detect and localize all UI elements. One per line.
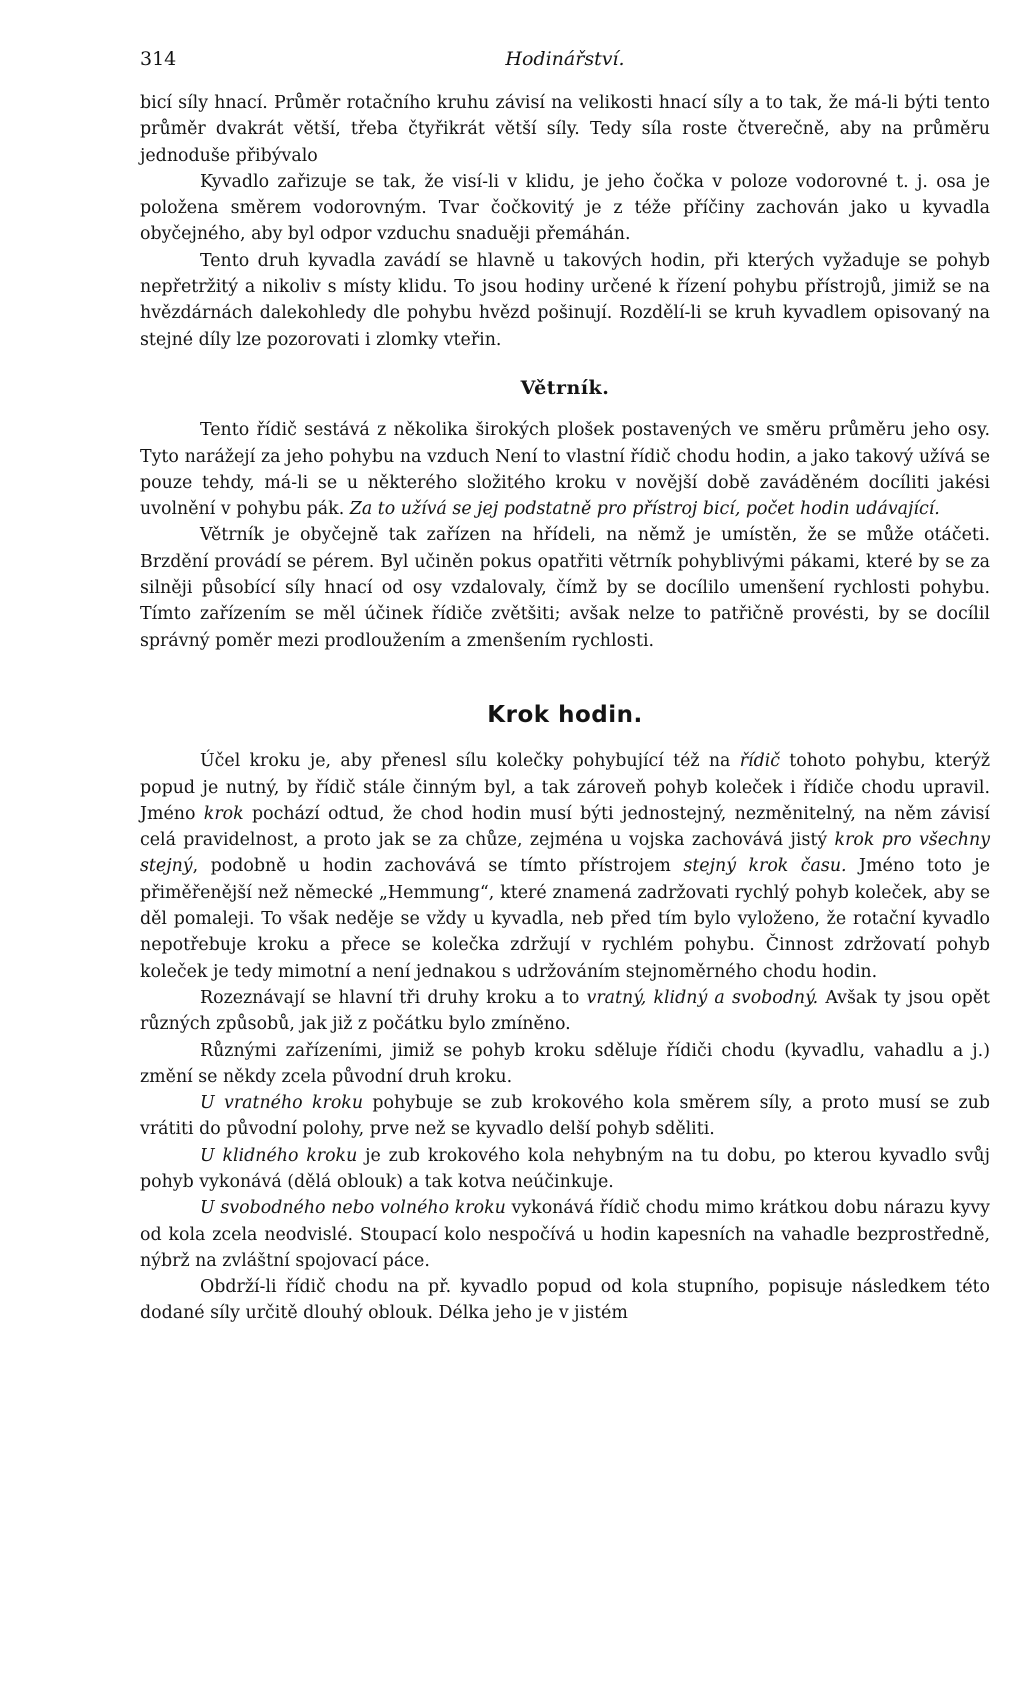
- page-body: [140, 90, 990, 1327]
- text-run: Rozeznávají se hlavní tři druhy kroku a to: [200, 987, 587, 1008]
- paragraph: Kyvadlo zařizuje se tak, že visí-li v klidu, je jeho čočka v poloze vodorovné t. j. osa je položena směrem vodorovným. Tvar čočkovitý je z téže příčiny zachován jako u kyvadla obyčejného, aby byl odpor vzduchu snaduěji přemáhán.: [140, 171, 990, 245]
- paragraph: [140, 417, 990, 522]
- paragraph: Tento druh kyvadla zavádí se hlavně u takových hodin, při kterých vyžaduje se pohyb nepřetržitý a nikoliv s místy klidu. To jsou hodiny určené k řízení pohybu přístrojů, jimiž se na hvězdárnách dalekohledy dle pohybu hvězd pošinují. Rozdělí-li se kruh kyvadlem opisovaný na stejné díly lze pozorovati i zlomky vteřin.: [140, 250, 990, 350]
- italic-text: U svobodného nebo volného kroku: [200, 1198, 506, 1219]
- italic-text: U vratného kroku: [200, 1093, 364, 1114]
- text-run: pohybuje se zub krokového kola směrem síly, a proto musí se zub vrátiti do původní polohy, prve než se kyvadlo delší pohyb sděliti.: [140, 1093, 990, 1140]
- paragraph: [140, 985, 990, 1038]
- paragraph: Větrník je obyčejně tak zařízen na hřídeli, na němž je umístěn, že se může otáčeti. Brzdění provádí se pérem. Byl učiněn pokus opatřiti větrník pohyblivými pákami, které by se za silněji působící síly hnací od osy vzdalovaly, čímž by se docílilo umenšení rychlosti pohybu. Tímto zařízením se měl účinek řídiče zvětšiti; avšak nelze to patřičně provésti, by se docílil správný poměr mezi prodloužením a zmenšením rychlosti.: [140, 525, 990, 651]
- text-run: , podobně u hodin zachovává se tímto přístrojem: [192, 856, 684, 877]
- paragraph: Obdrží-li řídič chodu na př. kyvadlo popud od kola stupního, popisuje následkem této dodané síly určitě dlouhý oblouk. Délka jeho je v jistém: [140, 1277, 990, 1324]
- text-run: Tento řídič sestává z několika širokých plošek postavených ve směru průměru jeho osy. Tyto narážejí za jeho pohybu na vzduch Není to vlastní řídič chodu hodin, a jako takový užívá se pouze tehdy, má-li se u některého složitého kroku v novější době zaváděném docíliti jakési uvolnění v pohybu pák.: [140, 420, 990, 520]
- section-heading-vetrnik: Větrník.: [520, 376, 610, 399]
- paragraph: [140, 1090, 990, 1143]
- text-run: pochází odtud, že chod hodin musí býti jednostejný, nezměnitelný, na něm závisí celá pravidelnost, a proto jak se za chůze, zejména u vojska zachovává jistý: [140, 803, 990, 851]
- paragraph: Různými zařízeními, jimiž se pohyb kroku sděluje řídiči chodu (kyvadlu, vahadlu a j.) změní se někdy zcela původní druh kroku.: [140, 1040, 990, 1087]
- text-run: je zub krokového kola nehybným na tu dobu, po kterou kyvadlo svůj pohyb vykonává (dělá oblouk) a tak kotva neúčinkuje.: [140, 1145, 990, 1192]
- text-run: tohoto pohybu, kterýž popud je nutný, by řídič stále činným byl, a tak zároveň pohyb koleček i řídiče chodu upravil. Jméno: [140, 751, 990, 824]
- paragraph: [140, 1195, 990, 1274]
- paragraph: bicí síly hnací. Průměr rotačního kruhu závisí na velikosti hnací síly a to tak, že má-li býti tento průměr dvakrát větší, třeba čtyřikrát větší síly. Tedy síla roste čtverečně, aby na průměru jednoduše přibývalo: [140, 93, 990, 166]
- text-run: vykonává řídič chodu mimo krátkou dobu nárazu kyvy od kola zcela neodvislé. Stoupací kolo nespočívá u hodin kapesních na vahadle bezprostředně, nýbrž na zvláštní spojovací páce.: [140, 1198, 990, 1271]
- section-heading-krok-hodin: Krok hodin.: [487, 701, 643, 728]
- italic-text: řídič: [739, 751, 780, 772]
- italic-text: Za to užívá se jej podstatně pro přístroj bicí, počet hodin udávající.: [349, 499, 940, 520]
- italic-text: vratný, klidný a svobodný.: [586, 987, 819, 1008]
- italic-text: krok: [203, 803, 244, 824]
- page-number: 314: [140, 48, 177, 70]
- text-run: Avšak ty jsou opět různých způsobů, jak již z počátku bylo zmíněno.: [140, 987, 990, 1035]
- running-title: Hodinářství.: [505, 48, 625, 70]
- text-run: Jméno toto je přiměřenější než německé „Hemmung“, které znamená zadržovati rychlý pohyb koleček, aby se děl pomaleji. To však neděje se vždy u kyvadla, neb před tím bylo vyloženo, že rotační kyvadlo nepotřebuje kroku a přece se kolečka zdržují v rychlém pohybu. Činnost zdržovatí pohyb koleček je tedy mimotní a není jednakou s udržováním stejnoměrného chodu hodin.: [140, 856, 990, 982]
- italic-text: krok pro všechny stejný: [140, 830, 990, 877]
- running-head: [140, 48, 990, 78]
- italic-text: stejný krok času.: [683, 856, 847, 877]
- paragraph: [140, 1143, 990, 1196]
- italic-text: U klidného kroku: [200, 1145, 358, 1166]
- text-run: Účel kroku je, aby přenesl sílu kolečky pohybující též na: [200, 751, 740, 772]
- paragraph: [140, 748, 990, 985]
